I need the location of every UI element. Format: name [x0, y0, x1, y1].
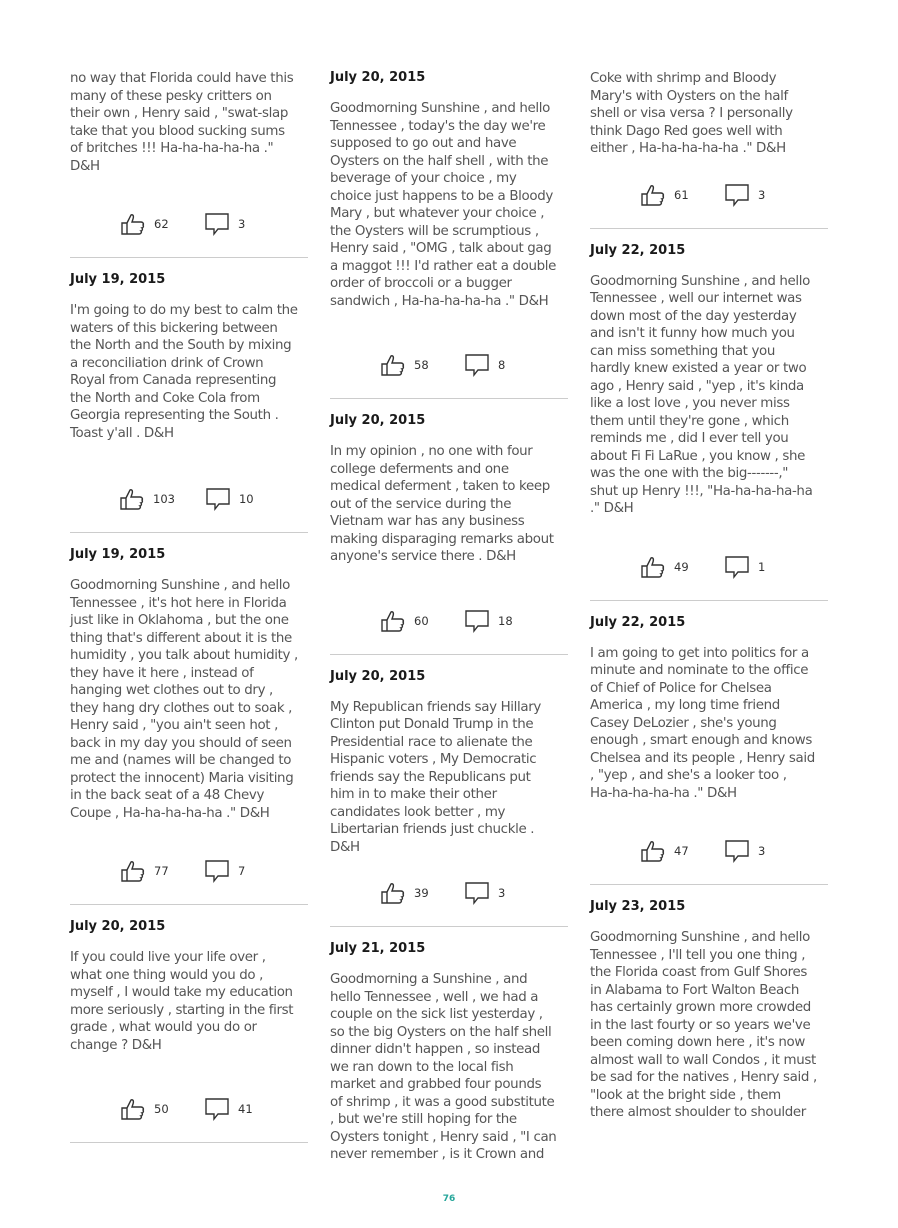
thumbs-up-icon [380, 881, 406, 905]
post [330, 70, 568, 399]
post-date: July 20, 2015 [330, 70, 426, 85]
thumbs-up-icon [120, 212, 146, 236]
thumbs-up-icon [380, 353, 406, 377]
post-date: July 20, 2015 [70, 919, 166, 934]
divider [70, 257, 308, 258]
like-count: 77 [154, 864, 169, 878]
like-button[interactable] [119, 487, 175, 511]
post-text: In my opinion , no one with four college deferments and one medical deferment , taken to keep out of the service during the Vietnam war has any business making disparaging remarks about anyone's service there . D&H [330, 444, 554, 564]
comment-count: 3 [238, 217, 246, 231]
like-count: 50 [154, 1102, 169, 1116]
comment-button[interactable] [204, 212, 258, 236]
comment-count: 7 [238, 864, 246, 878]
thumbs-up-icon [119, 487, 145, 511]
post [70, 272, 308, 533]
post [70, 919, 308, 1143]
post [330, 941, 568, 1164]
post-date: July 19, 2015 [70, 272, 166, 287]
like-count: 39 [414, 886, 429, 900]
comment-button[interactable] [464, 353, 518, 377]
like-count: 60 [414, 613, 429, 628]
post-stats [590, 534, 828, 600]
like-count: 47 [674, 844, 689, 858]
like-count: 61 [674, 187, 689, 202]
post-text: no way that Florida could have this many of these pesky critters on their own , Henry said , "swat-slap take that you blood sucking sums of britches !!! Ha-ha-ha-ha-ha ." D&H [70, 71, 294, 174]
comment-bubble-icon [464, 609, 490, 633]
like-button[interactable] [380, 609, 434, 633]
divider [330, 926, 568, 927]
post [590, 243, 828, 601]
post-stats [70, 466, 308, 532]
comment-count: 1 [758, 559, 766, 574]
comment-bubble-icon [724, 555, 750, 579]
like-button[interactable] [640, 555, 694, 579]
post [70, 547, 308, 905]
comment-count: 10 [238, 492, 254, 506]
comment-bubble-icon [464, 353, 490, 377]
comment-button[interactable] [464, 609, 518, 633]
post-text: Coke with shrimp and Bloody Mary's with Oysters on the half shell or visa versa ? I personally think Dago Red goes well with either , Ha-ha-ha-ha-ha ." D&H [590, 71, 793, 156]
post-stats [70, 1076, 308, 1142]
post-text: My Republican friends say Hillary Clinton put Donald Trump in the Presidential race to alienate the Hispanic voters , My Democratic friends say the Republicans put him in to make their other candidates look better , my Libertarian friends just chuckle . D&H [330, 699, 541, 855]
like-button[interactable] [120, 1097, 174, 1121]
comment-button[interactable] [204, 859, 258, 883]
post-stats [590, 162, 828, 228]
divider [70, 904, 308, 905]
like-count: 58 [414, 358, 429, 372]
post-stats [330, 588, 568, 654]
comment-count: 41 [238, 1102, 253, 1116]
comment-count: 3 [758, 187, 766, 202]
post-text: If you could live your life over , what one thing would you do , myself , I would take my education more seriously , starting in the first grade , what would you do or change ? D&H [70, 950, 294, 1053]
comment-bubble-icon [204, 212, 230, 236]
divider [590, 600, 828, 601]
like-button[interactable] [120, 859, 174, 883]
divider [590, 884, 828, 885]
post [330, 413, 568, 655]
post [590, 615, 828, 886]
post-date: July 23, 2015 [590, 899, 686, 914]
post-text: Goodmorning Sunshine , and hello Tennessee , today's the day we're supposed to go out and have Oysters on the half shell , with the beverage of your choice , my choice just happens to be a Bloody Mary , but whatever your choice , the Oysters will be scrumptious , Henry said , "OMG , talk about gag a maggot !!! I'd rather eat a double order of broccoli or a bugger sandwich , Ha-ha-ha-ha-ha ." D&H [330, 101, 557, 309]
thumbs-up-icon [380, 609, 406, 633]
post [330, 669, 568, 928]
divider [70, 1142, 308, 1143]
comment-bubble-icon [464, 881, 490, 905]
post-text: Goodmorning Sunshine , and hello Tennessee , it's hot here in Florida just like in Oklahoma , but the one thing that's different about it is the humidity , you talk about humidity , they have it here , instead of hanging wet clothes out to dry , they hang dry clothes out to soak , Henry said , "you ain't seen hot , back in my day you should of seen me and (names will be changed to protect the innocent) Maria visiting in the back seat of a 48 Chevy Coupe , Ha-ha-ha-ha-ha ." D&H [70, 578, 298, 821]
comment-bubble-icon [205, 487, 231, 511]
comment-bubble-icon [204, 1097, 230, 1121]
like-count: 103 [153, 492, 175, 506]
post-stats [330, 332, 568, 398]
like-button[interactable] [380, 353, 434, 377]
post-date: July 20, 2015 [330, 413, 426, 428]
column-1 [70, 70, 308, 1157]
divider [330, 398, 568, 399]
divider [590, 228, 828, 229]
comment-button[interactable] [724, 839, 778, 863]
thumbs-up-icon [640, 839, 666, 863]
like-button[interactable] [640, 839, 694, 863]
comment-button[interactable] [464, 881, 518, 905]
thumbs-up-icon [120, 1097, 146, 1121]
post-text: I am going to get into politics for a minute and nominate to the office of Chief of Police for Chelsea America , my long time friend Casey DeLozier , she's young enough , smart enough and knows Chelsea and its people , Henry said , "yep , and she's a looker too , Ha-ha-ha-ha-ha ." D&H [590, 645, 815, 801]
like-button[interactable] [380, 881, 434, 905]
comment-button[interactable] [204, 1097, 258, 1121]
like-button[interactable] [640, 183, 694, 207]
post [590, 70, 828, 229]
post-stats [70, 191, 308, 257]
post-date: July 22, 2015 [590, 242, 686, 258]
thumbs-up-icon [640, 183, 666, 207]
comment-button[interactable] [724, 183, 778, 207]
post-stats [590, 818, 828, 884]
post-date: July 19, 2015 [70, 547, 166, 562]
thumbs-up-icon [640, 555, 666, 579]
page-number: 76 [442, 1194, 456, 1204]
post-date: July 21, 2015 [330, 941, 426, 956]
comment-bubble-icon [724, 183, 750, 207]
divider [70, 532, 308, 533]
comment-count: 8 [498, 358, 506, 372]
comment-count: 18 [498, 613, 513, 628]
post-text: Goodmorning Sunshine , and hello Tennessee , well our internet was down most of the day yesterday and isn't it funny how much you can miss something that you hardly knew existed a year or two ago , Henry said , "yep , it's kinda like a lost love , you never miss them until they're gone , which reminds me , did I ever tell you about Fi Fi LaRue , you know , she was the one with the big-------," shut up Henry !!!, "Ha-ha-ha-ha-ha ." D&H [590, 273, 813, 516]
post [590, 899, 828, 1122]
like-count: 62 [154, 217, 169, 231]
post-stats [330, 860, 568, 926]
comment-button[interactable] [205, 487, 259, 511]
comment-bubble-icon [204, 859, 230, 883]
post-text: Goodmorning a Sunshine , and hello Tennessee , well , we had a couple on the sick list yesterday , so the big Oysters on the half shell dinner didn't happen , so instead we ran down to the local fish market and grabbed four pounds of shrimp , it was a good substitute , but we're still hoping for the Oysters tonight , Henry said , "I can never remember , is it Crown and [330, 972, 557, 1162]
post-date: July 20, 2015 [330, 668, 426, 684]
post-date: July 22, 2015 [590, 614, 686, 630]
like-count: 49 [674, 559, 689, 574]
post-text: I'm going to do my best to calm the waters of this bickering between the North and the South by mixing a reconciliation drink of Crown Royal from Canada representing the North and Coke Cola from Georgia representing the South . Toast y'all . D&H [70, 303, 298, 441]
thumbs-up-icon [120, 859, 146, 883]
divider [330, 654, 568, 655]
comment-bubble-icon [724, 839, 750, 863]
post-text: Goodmorning Sunshine , and hello Tennessee , I'll tell you one thing , the Florida coast from Gulf Shores in Alabama to Fort Walton Beach has certainly grown more crowded in the last fourty or so years we've been coming down here , it's now almost wall to wall Condos , it must be sad for the natives , Henry said , "look at the bright side , them there almost shoulder to shoulder [590, 930, 817, 1120]
comment-count: 3 [758, 844, 766, 858]
column-2 [330, 70, 568, 1164]
comment-count: 3 [498, 886, 506, 900]
like-button[interactable] [120, 212, 174, 236]
comment-button[interactable] [724, 555, 778, 579]
post-stats [70, 838, 308, 904]
column-3 [590, 70, 828, 1122]
post [70, 70, 308, 258]
